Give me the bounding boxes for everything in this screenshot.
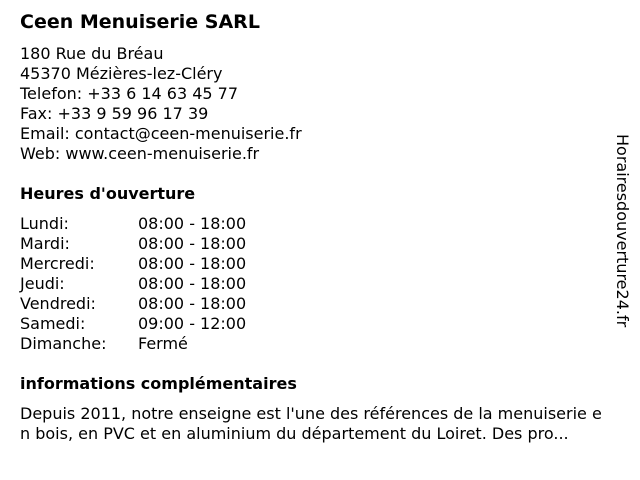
site-watermark: Horairesdouverture24.fr <box>613 134 632 328</box>
hours-row-saturday <box>20 314 246 334</box>
business-name: Ceen Menuiserie SARL <box>20 11 260 33</box>
email: Email: contact@ceen-menuiserie.fr <box>20 124 302 143</box>
day-label: Vendredi: <box>20 294 96 313</box>
address-street: 180 Rue du Bréau <box>20 44 164 63</box>
day-label: Lundi: <box>20 214 69 233</box>
day-hours: 08:00 - 18:00 <box>138 214 247 233</box>
day-hours: Fermé <box>138 334 188 353</box>
hours-heading: Heures d'ouverture <box>20 184 196 203</box>
website: Web: www.ceen-menuiserie.fr <box>20 144 260 163</box>
hours-row-wednesday <box>20 254 246 274</box>
hours-row-thursday <box>20 274 246 294</box>
day-hours: 08:00 - 18:00 <box>138 234 247 253</box>
day-label: Samedi: <box>20 314 86 333</box>
day-hours: 09:00 - 12:00 <box>138 314 247 333</box>
address-city: 45370 Mézières-lez-Cléry <box>20 64 223 83</box>
hours-row-friday <box>20 294 246 314</box>
day-hours: 08:00 - 18:00 <box>138 254 247 273</box>
hours-row-monday <box>20 214 246 234</box>
hours-row-sunday <box>20 334 246 354</box>
fax: Fax: +33 9 59 96 17 39 <box>20 104 209 123</box>
day-hours: 08:00 - 18:00 <box>138 274 247 293</box>
day-label: Mardi: <box>20 234 70 253</box>
day-label: Dimanche: <box>20 334 107 353</box>
day-hours: 08:00 - 18:00 <box>138 294 247 313</box>
day-label: Jeudi: <box>20 274 65 293</box>
day-label: Mercredi: <box>20 254 95 273</box>
info-description: Depuis 2011, notre enseigne est l'une des références de la menuiserie en bois, en PVC et en aluminium du département du Loiret. Des pro... <box>20 404 602 443</box>
phone: Telefon: +33 6 14 63 45 77 <box>20 84 239 103</box>
contact-block <box>20 44 302 164</box>
info-heading: informations complémentaires <box>20 374 297 393</box>
hours-table <box>20 214 246 354</box>
hours-row-tuesday <box>20 234 246 254</box>
